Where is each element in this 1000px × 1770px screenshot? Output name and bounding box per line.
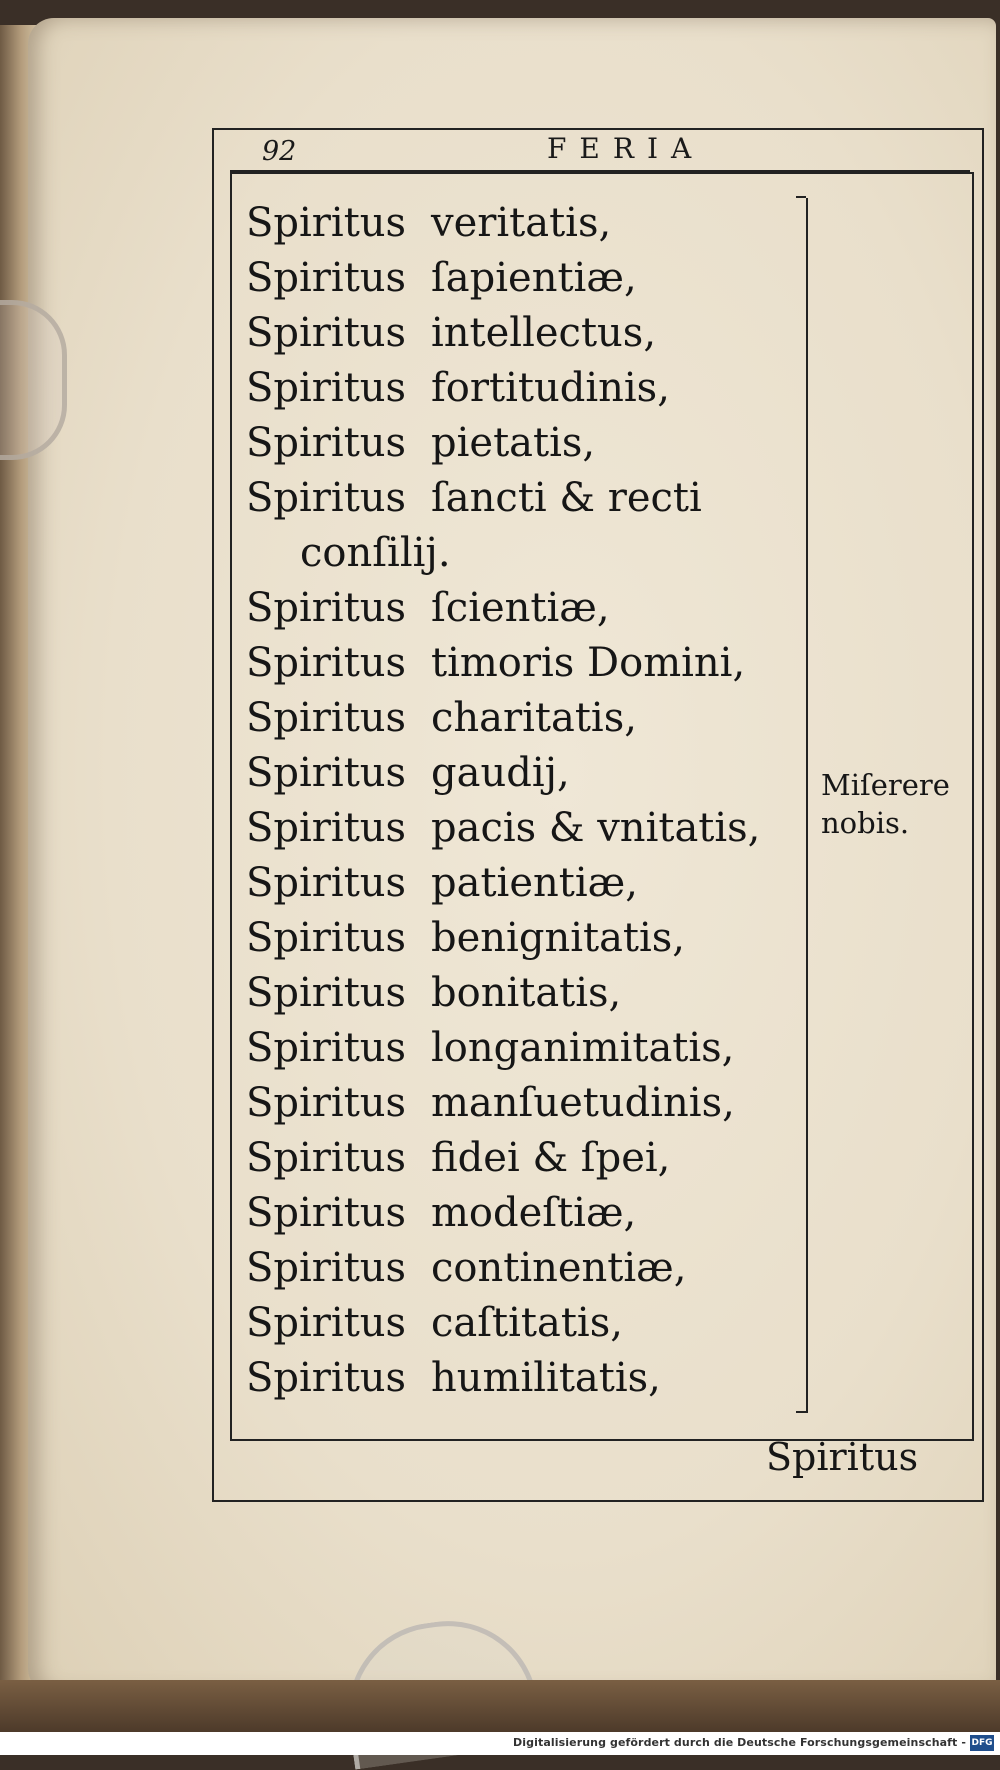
litany-line [246, 1241, 806, 1296]
bracket-top-cap [796, 196, 806, 198]
litany-line-word: Spiritus [246, 1300, 407, 1346]
litany-line-text: caſtitatis, [431, 1300, 623, 1346]
litany-line-word: Spiritus [246, 750, 407, 796]
dfg-logo-icon: DFG [970, 1735, 994, 1751]
litany-line-text: intellectus, [431, 310, 657, 356]
litany-line-word: Spiritus [246, 640, 407, 686]
litany-line [246, 691, 806, 746]
litany-line-text: ſapientiæ, [431, 255, 637, 301]
litany-line-text: patientiæ, [431, 860, 638, 906]
litany-line-word: Spiritus [246, 585, 407, 631]
litany-line-text: conſilij. [300, 530, 451, 576]
litany-line [246, 416, 806, 471]
litany-line-word: Spiritus [246, 1355, 407, 1401]
litany-line-text: ſcientiæ, [431, 585, 610, 631]
litany-line-word: Spiritus [246, 1190, 407, 1236]
litany-line-word: Spiritus [246, 695, 407, 741]
litany-line-text: timoris Domini, [431, 640, 746, 686]
digitization-footer [0, 1732, 1000, 1755]
litany-line-text: ſancti & recti [431, 475, 702, 521]
litany-line-word: Spiritus [246, 805, 407, 851]
litany-line-text: humilitatis, [431, 1355, 661, 1401]
litany-line [246, 306, 806, 361]
litany-line-text: gaudij, [431, 750, 570, 796]
litany-line [246, 966, 806, 1021]
litany-line-word: Spiritus [246, 915, 407, 961]
litany-line-text: continentiæ, [431, 1245, 687, 1291]
response-text [821, 766, 950, 842]
litany-line-word: Spiritus [246, 255, 407, 301]
page-number: 92 [262, 136, 297, 167]
litany-line [246, 581, 806, 636]
litany-line-word: Spiritus [246, 1080, 407, 1126]
litany-line-word: Spiritus [246, 1135, 407, 1181]
litany-text-column [246, 196, 806, 1406]
response-line-1: Miſerere [821, 768, 950, 802]
litany-line [246, 361, 806, 416]
book-spine-bottom [0, 1680, 1000, 1732]
litany-line-text: pacis & vnitatis, [431, 805, 761, 851]
litany-line-word: Spiritus [246, 475, 407, 521]
bracket-bottom-cap [796, 1411, 806, 1413]
litany-line-word: Spiritus [246, 860, 407, 906]
response-line-2: nobis. [821, 806, 910, 840]
litany-line [246, 1296, 806, 1351]
response-bracket [806, 198, 808, 1413]
litany-line-text: pietatis, [431, 420, 596, 466]
litany-line-word: Spiritus [246, 200, 407, 246]
litany-line [246, 1076, 806, 1131]
litany-line [246, 1351, 806, 1406]
litany-line [246, 1021, 806, 1076]
litany-line [246, 471, 806, 526]
litany-line [246, 746, 806, 801]
litany-line [246, 911, 806, 966]
litany-line-word: Spiritus [246, 420, 407, 466]
litany-line [246, 856, 806, 911]
litany-line-text: modeſtiæ, [431, 1190, 637, 1236]
litany-line-word: Spiritus [246, 365, 407, 411]
litany-line [246, 196, 806, 251]
litany-line [246, 801, 806, 856]
litany-line-text: fidei & ſpei, [431, 1135, 671, 1181]
funding-credit: Digitalisierung gefördert durch die Deutsche Forschungsgemeinschaft - [513, 1736, 966, 1749]
header-rule [230, 170, 970, 172]
litany-line [246, 1131, 806, 1186]
litany-line-word: Spiritus [246, 310, 407, 356]
litany-line [246, 251, 806, 306]
litany-line-word: Spiritus [246, 1245, 407, 1291]
litany-line-text: manſuetudinis, [431, 1080, 735, 1126]
litany-line [246, 636, 806, 691]
litany-line [246, 1186, 806, 1241]
litany-line-word: Spiritus [246, 1025, 407, 1071]
running-head: FERIA [547, 132, 705, 165]
catchword: Spiritus [766, 1435, 919, 1479]
litany-line-word: Spiritus [246, 970, 407, 1016]
page-clip-left [0, 300, 67, 460]
litany-line-continuation [246, 526, 806, 581]
litany-line-text: bonitatis, [431, 970, 622, 1016]
litany-line-text: benignitatis, [431, 915, 686, 961]
litany-line-text: fortitudinis, [431, 365, 670, 411]
litany-line-text: charitatis, [431, 695, 637, 741]
litany-line-text: longanimitatis, [431, 1025, 735, 1071]
litany-line-text: veritatis, [431, 200, 612, 246]
